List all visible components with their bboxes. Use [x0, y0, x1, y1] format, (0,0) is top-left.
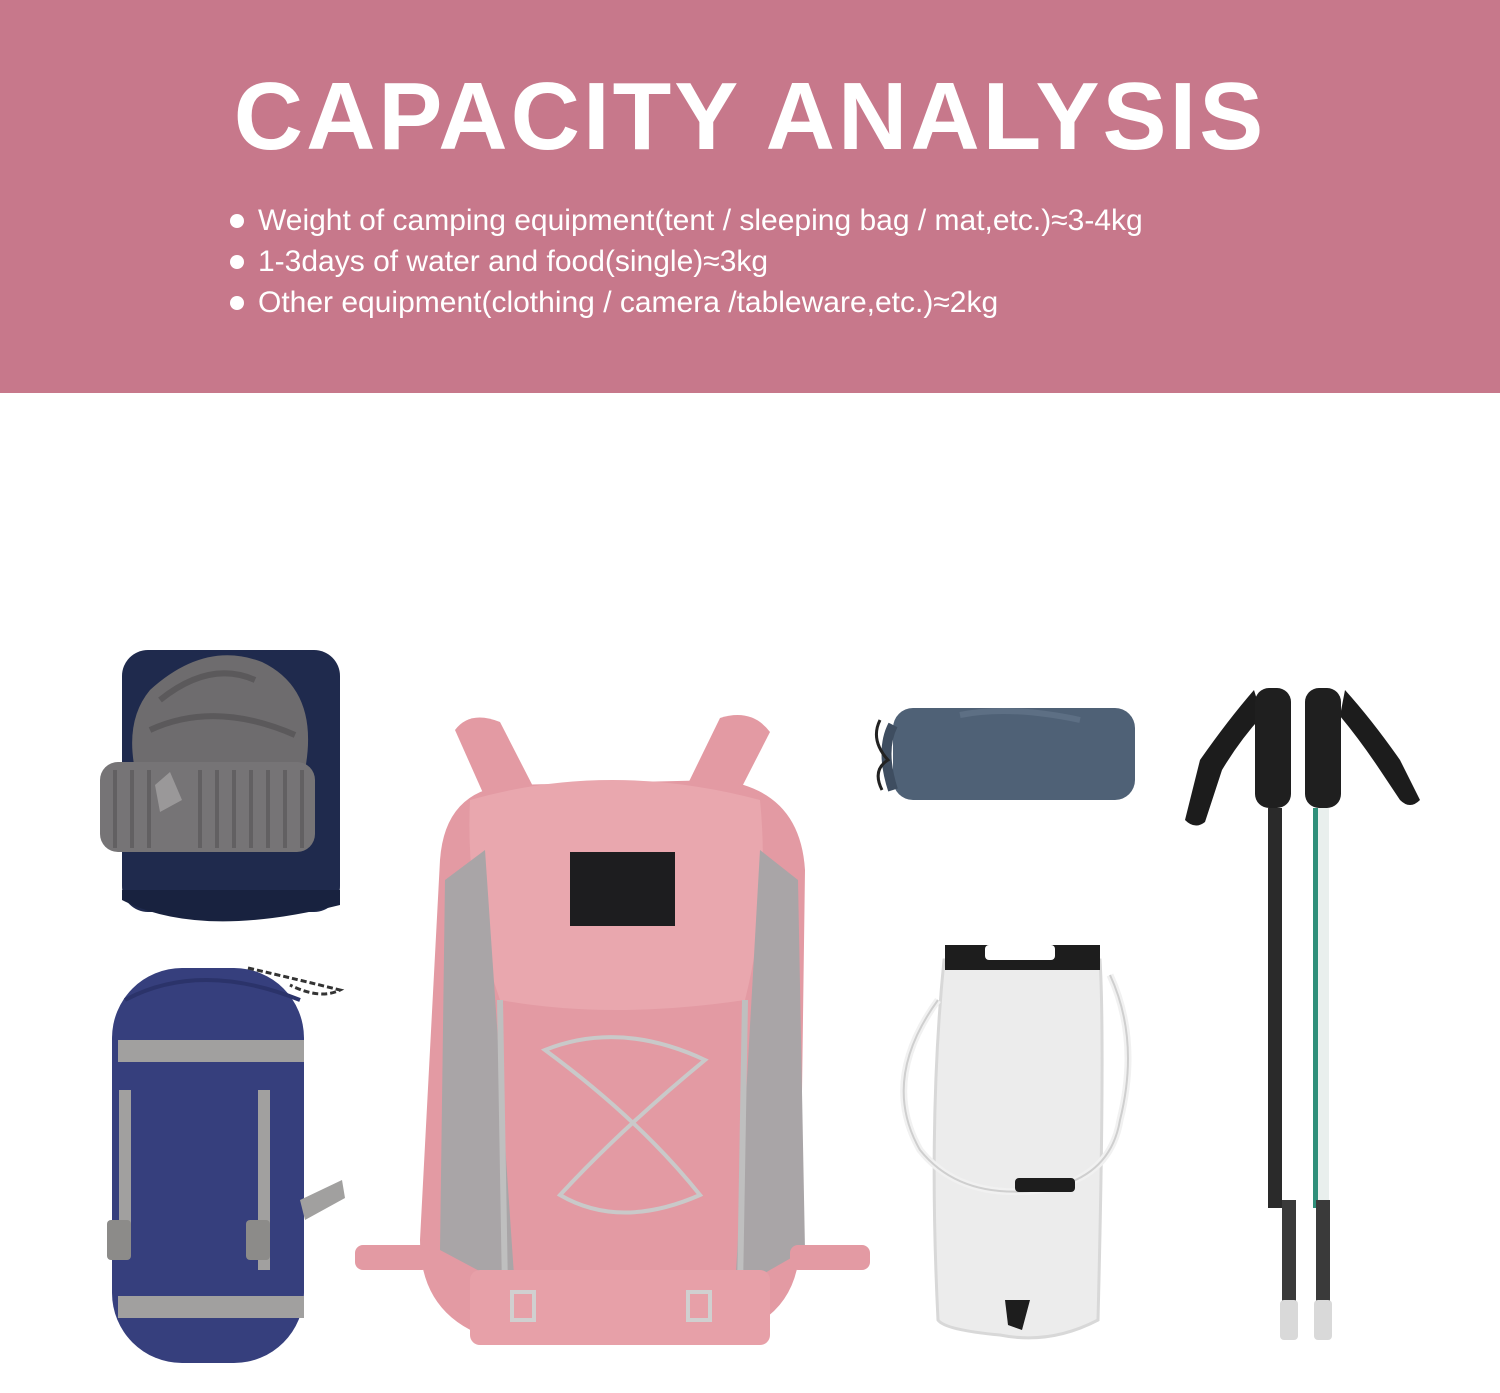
trekking-poles	[1185, 688, 1420, 1340]
list-item	[228, 241, 1143, 282]
bullet-icon	[230, 296, 244, 310]
list-item-text: Weight of camping equipment(tent / sleeping bag / mat,etc.)≈3-4kg	[258, 204, 1143, 237]
hydration-bladder	[904, 945, 1128, 1338]
bullet-icon	[230, 255, 244, 269]
page-title: CAPACITY ANALYSIS	[233, 63, 1267, 170]
bullet-icon	[230, 214, 244, 228]
capacity-list	[228, 200, 1143, 323]
pink-backpack	[355, 715, 870, 1345]
list-item	[228, 282, 1143, 323]
tent-bag	[876, 708, 1135, 800]
sleeping-bag	[107, 968, 345, 1363]
folded-clothing-with-beanie	[100, 650, 340, 921]
gear-photo	[0, 393, 1500, 1393]
list-item-text: 1-3days of water and food(single)≈3kg	[258, 245, 769, 278]
list-item-text: Other equipment(clothing / camera /tableware,etc.)≈2kg	[258, 286, 999, 319]
header-banner	[0, 0, 1500, 393]
list-item	[228, 200, 1143, 241]
